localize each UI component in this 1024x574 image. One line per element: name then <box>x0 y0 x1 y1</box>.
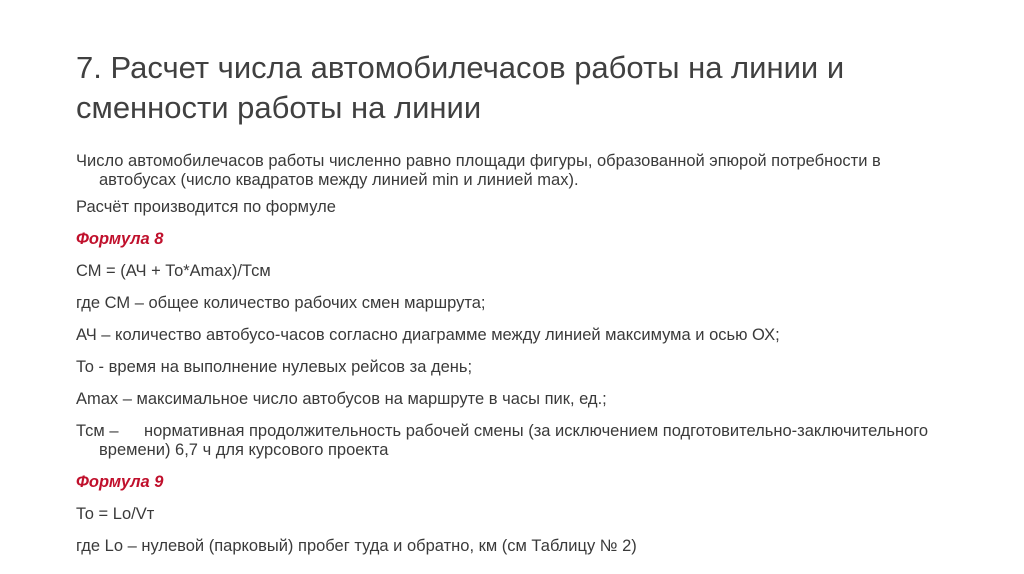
slide-title: 7. Расчет числа автомобилечасов работы на линии и сменности работы на линии <box>76 50 845 125</box>
slide-body <box>76 152 956 564</box>
definition-to: То - время на выполнение нулевых рейсов за день; <box>76 358 473 376</box>
paragraph-intro: Число автомобилечасов работы численно равно площади фигуры, образованной эпюрой потребности в автобусах (число квадратов между линией min и линией max). <box>76 152 881 189</box>
formula-9: То = Lо/Vт <box>76 505 155 523</box>
formula-9-label: Формула 9 <box>76 473 164 491</box>
formula-8: СМ = (АЧ + То*Аmax)/Тсм <box>76 262 271 280</box>
definition-tsm-text: нормативная продолжительность рабочей смены (за исключением подготовительно-заключительного времени) 6,7 ч для курсового проекта <box>99 422 929 459</box>
formula-8-label: Формула 8 <box>76 230 164 248</box>
paragraph-formula-intro: Расчёт производится по формуле <box>76 198 336 216</box>
definition-lo: где Lо – нулевой (парковый) пробег туда и обратно, км (см Таблицу № 2) <box>76 537 637 555</box>
definition-tsm <box>76 422 956 460</box>
definition-amax: Аmax – максимальное число автобусов на маршруте в часы пик, ед.; <box>76 390 607 408</box>
definition-ach: АЧ – количество автобусо-часов согласно диаграмме между линией максимума и осью ОХ; <box>76 326 780 344</box>
definition-sm: где СМ – общее количество рабочих смен маршрута; <box>76 294 486 312</box>
definition-tsm-term: Тсм – <box>76 422 119 440</box>
